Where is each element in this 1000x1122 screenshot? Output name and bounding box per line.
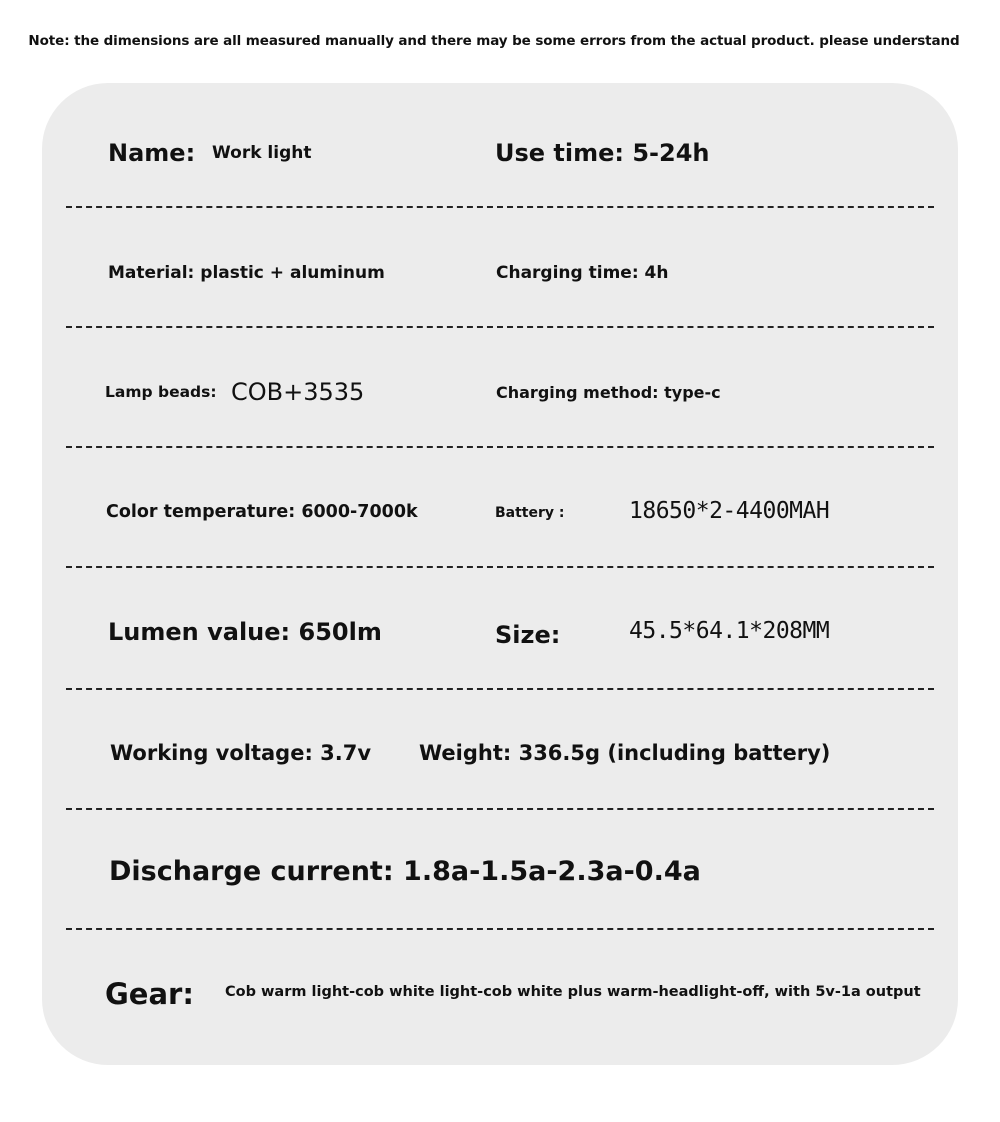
row-divider xyxy=(66,688,934,690)
row-divider xyxy=(66,808,934,810)
gear-label: Gear: xyxy=(105,977,194,1011)
lumen-value: Lumen value: 650lm xyxy=(108,618,382,646)
charging-time: Charging time: 4h xyxy=(496,263,669,283)
lamp-beads-value: COB+3535 xyxy=(231,378,365,406)
battery-value: 18650*2-4400MAH xyxy=(629,498,830,524)
lamp-beads-label: Lamp beads: xyxy=(105,383,217,401)
row-divider xyxy=(66,206,934,208)
size-label: Size: xyxy=(495,621,561,649)
disclaimer-note: Note: the dimensions are all measured manually and there may be some errors from the actual product. please understand xyxy=(28,33,960,49)
row-divider xyxy=(66,326,934,328)
row-divider xyxy=(66,566,934,568)
weight: Weight: 336.5g (including battery) xyxy=(419,741,831,765)
spec-card xyxy=(42,83,958,1065)
gear-value: Cob warm light-cob white light-cob white plus warm-headlight-off, with 5v-1a output xyxy=(225,984,921,1000)
working-voltage: Working voltage: 3.7v xyxy=(110,741,372,765)
row-divider xyxy=(66,446,934,448)
name-value: Work light xyxy=(212,143,312,163)
discharge-current: Discharge current: 1.8a-1.5a-2.3a-0.4a xyxy=(109,856,701,887)
row-divider xyxy=(66,928,934,930)
charging-method: Charging method: type-c xyxy=(496,383,721,402)
color-temperature: Color temperature: 6000-7000k xyxy=(106,502,418,522)
battery-label: Battery : xyxy=(495,505,565,521)
name-label: Name: xyxy=(108,139,196,167)
size-value: 45.5*64.1*208MM xyxy=(629,618,830,644)
material: Material: plastic + aluminum xyxy=(108,263,385,283)
use-time: Use time: 5-24h xyxy=(495,139,710,167)
